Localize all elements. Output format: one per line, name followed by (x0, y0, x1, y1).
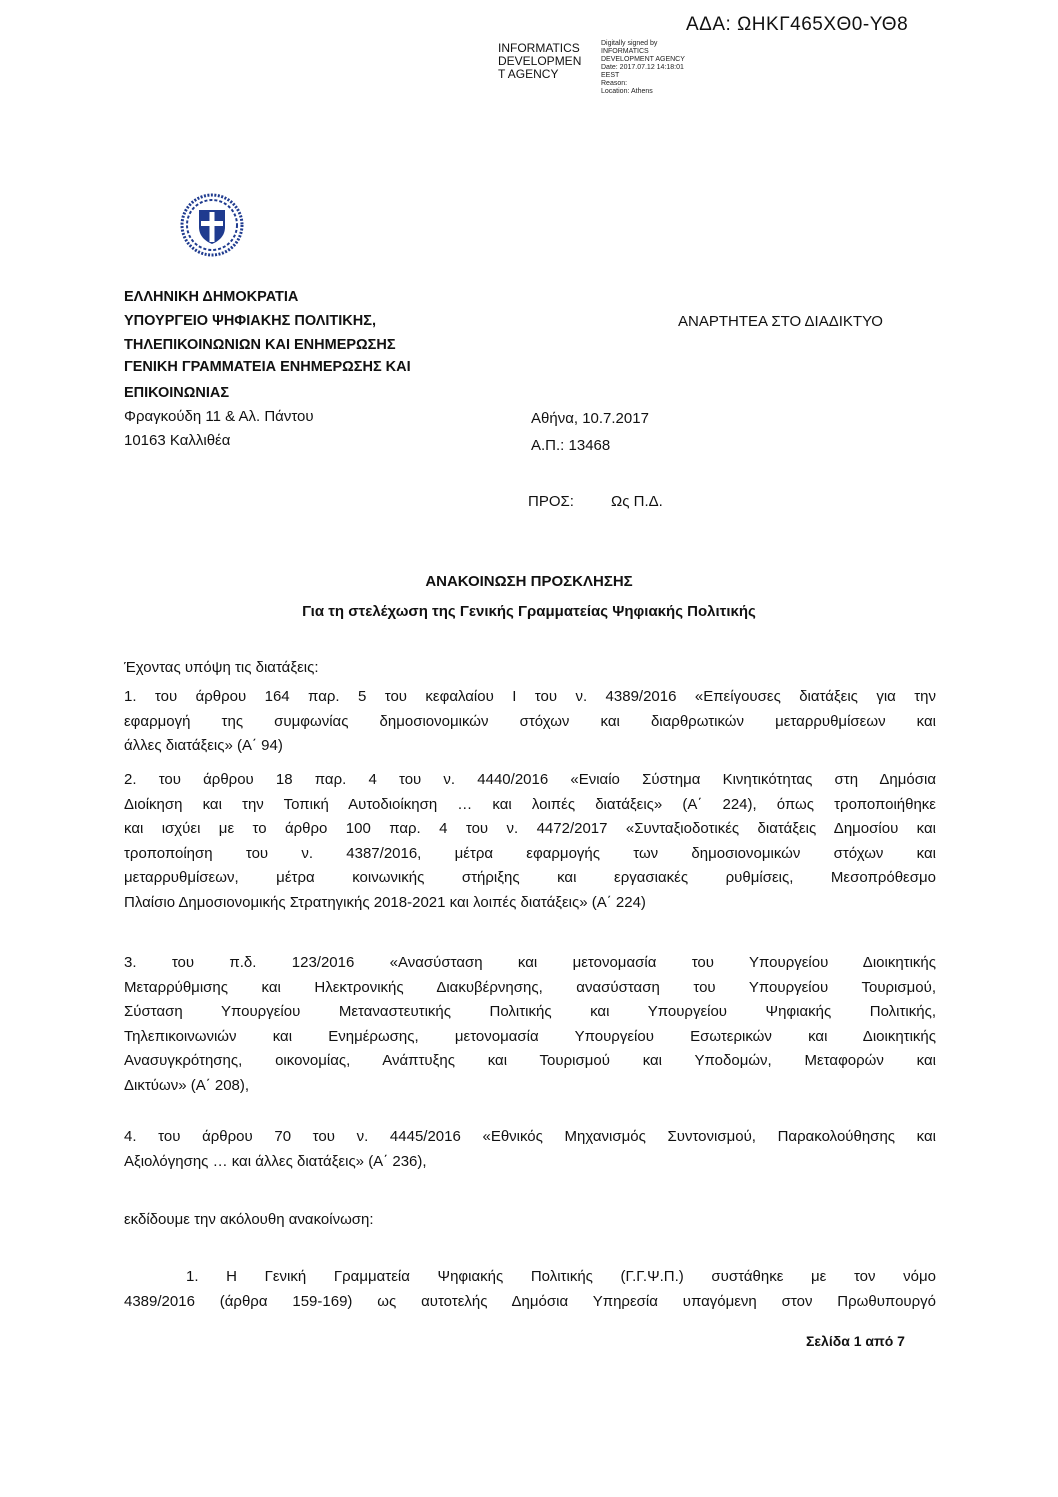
provision-line: 3. του π.δ. 123/2016 «Ανασύσταση και μετονομασία του Υπουργείου Διοικητικής (124, 954, 936, 971)
recipient-label: ΠΡΟΣ: (528, 493, 574, 510)
provision-item-4 (124, 1125, 936, 1174)
signature-detail-line: EEST (601, 72, 620, 79)
provision-item-1 (124, 685, 936, 759)
header-line: ΕΛΛΗΝΙΚΗ ΔΗΜΟΚΡΑΤΙΑ (124, 289, 299, 305)
signature-details (601, 40, 761, 96)
paragraph-line: 4389/2016 (άρθρα 159-169) ως αυτοτελής Δημόσια Υπηρεσία υπαγόμενη στον Πρωθυπουργό (124, 1292, 936, 1310)
provision-line: Τηλεπικοινωνιών και Ενημέρωσης, μετονομασία Υπουργείου Εσωτερικών και Διοικητικής (124, 1027, 936, 1045)
provision-line: Ανασυγκρότησης, οικονομίας, Ανάπτυξης και Τουρισμού και Υποδομών, Μεταφορών και (124, 1052, 936, 1069)
provision-line: τροποποίηση του ν. 4387/2016, μέτρα εφαρμογής των δημοσιονομικών στόχων και (124, 844, 936, 862)
address-line: 10163 Καλλιθέα (124, 432, 231, 449)
document-date: Αθήνα, 10.7.2017 (531, 410, 649, 427)
signature-org-line: INFORMATICS (498, 41, 580, 55)
provision-line: Διοίκηση και την Τοπική Αυτοδιοίκηση … και λοιπές διατάξεις» (Α΄ 224), όπως τροποποιήθηκε (124, 795, 936, 813)
document-subtitle: Για τη στελέχωση της Γενικής Γραμματείας Ψηφιακής Πολιτικής (302, 603, 756, 620)
signature-detail-line: Digitally signed by (601, 40, 658, 47)
provision-line: Αξιολόγησης … και άλλες διατάξεις» (Α΄ 236), (124, 1152, 427, 1170)
paragraph-1 (124, 1265, 936, 1314)
provision-line: Δικτύων» (Α΄ 208), (124, 1076, 250, 1094)
header-line: ΤΗΛΕΠΙΚΟΙΝΩΝΙΩΝ ΚΑΙ ΕΝΗΜΕΡΩΣΗΣ (124, 337, 396, 353)
issue-statement: εκδίδουμε την ακόλουθη ανακοίνωση: (124, 1211, 374, 1228)
signature-detail-line: DEVELOPMENT AGENCY (601, 56, 685, 63)
ada-stamp: ΑΔΑ: ΩΗΚΓ465ΧΘ0-ΥΘ8 (686, 14, 909, 35)
signature-detail-line: Reason: (601, 80, 628, 87)
signature-organization (498, 42, 604, 81)
header-line: ΓΕΝΙΚΗ ΓΡΑΜΜΑΤΕΙΑ ΕΝΗΜΕΡΩΣΗΣ ΚΑΙ (124, 359, 411, 375)
provision-line: 1. του άρθρου 164 παρ. 5 του κεφαλαίου Ι του ν. 4389/2016 «Επείγουσες διατάξεις για την (124, 688, 936, 705)
signature-org-line: T AGENCY (498, 67, 559, 81)
greek-coat-of-arms-icon (180, 193, 244, 257)
recipient-value: Ως Π.Δ. (611, 493, 663, 510)
provision-line: άλλες διατάξεις» (Α΄ 94) (124, 737, 283, 754)
signature-org-line: DEVELOPMEN (498, 54, 582, 68)
signature-detail-line: INFORMATICS (601, 48, 649, 55)
paragraph-line: 1. Η Γενική Γραμματεία Ψηφιακής Πολιτικής (Γ.Γ.Ψ.Π.) συστάθηκε με τον νόμο (186, 1268, 936, 1285)
address-line: Φραγκούδη 11 & Αλ. Πάντου (124, 408, 314, 425)
signature-detail-line: Location: Athens (601, 88, 653, 95)
provision-item-2 (124, 768, 936, 915)
provision-line: εφαρμογή της συμφωνίας δημοσιονομικών στόχων και διαρθρωτικών μεταρρυθμίσεων και (124, 712, 936, 730)
provision-line: και ισχύει με το άρθρο 100 παρ. 4 του ν. 4472/2017 «Συνταξιοδοτικές διατάξεις Δημοσίου και (124, 820, 936, 837)
signature-detail-line: Date: 2017.07.12 14:18:01 (601, 64, 684, 71)
header-line: ΥΠΟΥΡΓΕΙΟ ΨΗΦΙΑΚΗΣ ΠΟΛΙΤΙΚΗΣ, (124, 313, 376, 329)
provision-line: 2. του άρθρου 18 παρ. 4 του ν. 4440/2016 «Ενιαίο Σύστημα Κινητικότητας στη Δημόσια (124, 771, 936, 788)
post-notice: ΑΝΑΡΤΗΤΕΑ ΣΤΟ ΔΙΑΔΙΚΤΥΟ (678, 313, 883, 330)
provision-line: μεταρρυθμίσεων, μέτρα κοινωνικής στήριξης και εργασιακές ρυθμίσεις, Μεσοπρόθεσμο (124, 869, 936, 886)
body-intro: Έχοντας υπόψη τις διατάξεις: (124, 659, 319, 676)
provision-line: 4. του άρθρου 70 του ν. 4445/2016 «Εθνικός Μηχανισμός Συντονισμού, Παρακολούθησης και (124, 1128, 936, 1145)
page-number: Σελίδα 1 από 7 (806, 1333, 905, 1349)
header-line: ΕΠΙΚΟΙΝΩΝΙΑΣ (124, 385, 230, 401)
provision-line: Μεταρρύθμισης και Ηλεκτρονικής Διακυβέρνησης, ανασύσταση του Υπουργείου Τουρισμού, (124, 978, 936, 996)
protocol-number: Α.Π.: 13468 (531, 437, 611, 454)
provision-line: Σύσταση Υπουργείου Μεταναστευτικής Πολιτικής και Υπουργείου Ψηφιακής Πολιτικής, (124, 1003, 936, 1020)
provision-line: Πλαίσιο Δημοσιονομικής Στρατηγικής 2018-2021 και λοιπές διατάξεις» (Α΄ 224) (124, 893, 646, 911)
provision-item-3 (124, 951, 936, 1098)
document-title: ΑΝΑΚΟΙΝΩΣΗ ΠΡΟΣΚΛΗΣΗΣ (425, 573, 633, 590)
